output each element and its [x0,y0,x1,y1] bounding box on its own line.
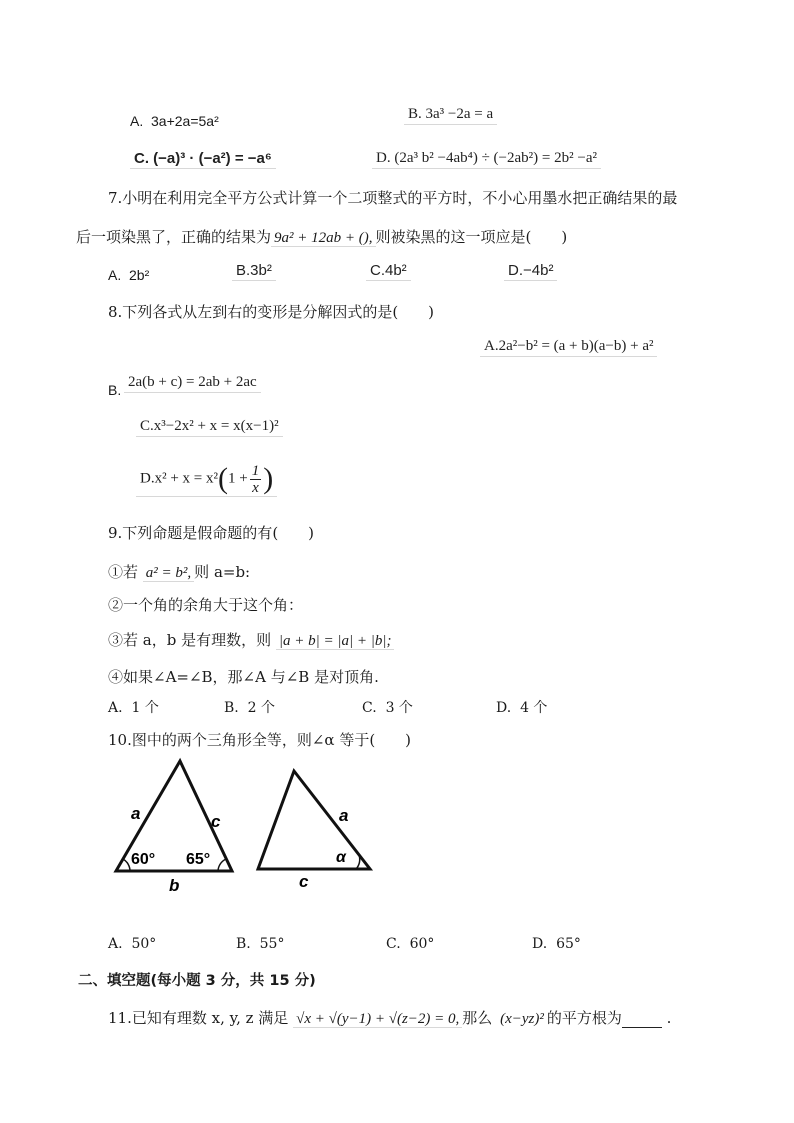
q10-triangles-figure [100,755,390,895]
q7-option-d: D.−4b² [504,262,557,281]
q6-option-c: C. (−a)³ · (−a²) = −a⁶ [130,150,276,169]
q10-stem: 10.图中的两个三角形全等，则∠α 等于( ) [108,731,412,749]
triangle-1-side-b: b [169,876,180,895]
q9-s1-post: 则 a=b: [194,563,251,581]
q8-option-d-denominator: x [252,479,259,496]
triangle-1-side-a: a [131,804,141,823]
triangle-1-angle-arc-right [218,859,226,871]
q9-s1-formula: a² = b², [143,565,194,582]
q7-option-b: B.3b² [232,262,276,281]
q7-stem-line2 [76,226,567,247]
q9-s1-pre: ①若 [108,563,139,581]
q11-formula: √x + √(y−1) + √(z−2) = 0, [293,1011,462,1028]
q10-option-a: A. 50° [108,936,157,952]
q8-option-d-lparen: ( [218,462,228,495]
q6-option-d: D. (2a³ b² −4ab⁴) ÷ (−2ab²) = 2b² −a² [372,150,601,169]
triangle-1-angle-60: 60° [131,851,156,868]
q8-option-c: C.x³−2x² + x = x(x−1)² [136,418,283,437]
q10-option-b: B. 55° [236,936,285,952]
q9-statement-3 [108,629,394,650]
q7-stem-line1: 7.小明在利用完全平方公式计算一个二项整式的平方时，不小心用墨水把正确结果的最 [108,189,678,207]
q11-mid: 那么 [462,1009,493,1027]
triangle-1-angle-arc-left [123,859,130,871]
q9-option-b: B. 2 个 [224,700,275,716]
q11-end: . [666,1009,672,1027]
q8-option-d-numerator: 1 [251,462,260,479]
q8-option-b: 2a(b + c) = 2ab + 2ac [124,374,261,393]
q8-option-d-fraction [250,463,262,496]
q8-option-d-pre: D.x² + x = x² [140,470,218,487]
q7-option-c: C.4b² [366,262,411,281]
q9-s3-pre: ③若 a，b 是有理数，则 [108,631,272,649]
q9-option-d: D. 4 个 [496,700,548,716]
q8-option-b-label: B. [108,382,122,398]
q8-option-d [136,462,277,497]
q9-option-c: C. 3 个 [362,700,413,716]
q11-stem [108,1007,671,1028]
triangle-2-angle-arc [356,855,360,869]
q9-statement-4: ④如果∠A=∠B，那∠A 与∠B 是对顶角. [108,668,379,686]
q7-formula: 9a² + 12ab + (), [271,230,375,247]
q11-post: 的平方根为 [546,1009,622,1027]
triangle-1-side-c: c [211,812,221,831]
triangle-2-side-a: a [339,806,349,825]
q11-formula-2: (x−yz)² [500,1011,544,1027]
q7-stem-post: 则被染黑的这一项应是( ) [375,228,568,246]
q10-option-d: D. 65° [532,936,581,952]
q9-stem: 9.下列命题是假命题的有( ) [108,524,315,542]
q7-option-a: A. 2b² [108,267,150,283]
triangle-2-angle-alpha: α [336,849,346,866]
q8-option-a: A.2a²−b² = (a + b)(a−b) + a² [480,338,657,357]
q6-option-a: A. 3a+2a=5a² [130,113,219,129]
triangle-2 [258,771,370,869]
q6-option-b: B. 3a³ −2a = a [404,106,497,125]
q9-option-a: A. 1 个 [108,700,159,716]
section-2-heading: 二、填空题(每小题 3 分，共 15 分) [78,973,316,989]
triangle-1-angle-65: 65° [186,851,211,868]
q8-option-d-one: 1 + [228,470,248,487]
q9-statement-2: ②一个角的余角大于这个角： [108,596,304,614]
triangle-2-side-c: c [299,872,309,891]
q8-stem: 8.下列各式从左到右的变形是分解因式的是( ) [108,303,435,321]
q8-option-d-rparen: ) [263,462,274,495]
q11-answer-blank[interactable] [622,1013,662,1028]
q7-stem-pre: 后一项染黑了，正确的结果为 [76,228,272,246]
q9-statement-1 [108,561,250,582]
q10-option-c: C. 60° [386,936,435,952]
q9-s3-formula: |a + b| = |a| + |b|; [276,633,395,650]
q11-pre: 11.已知有理数 x, y, z 满足 [108,1009,289,1027]
